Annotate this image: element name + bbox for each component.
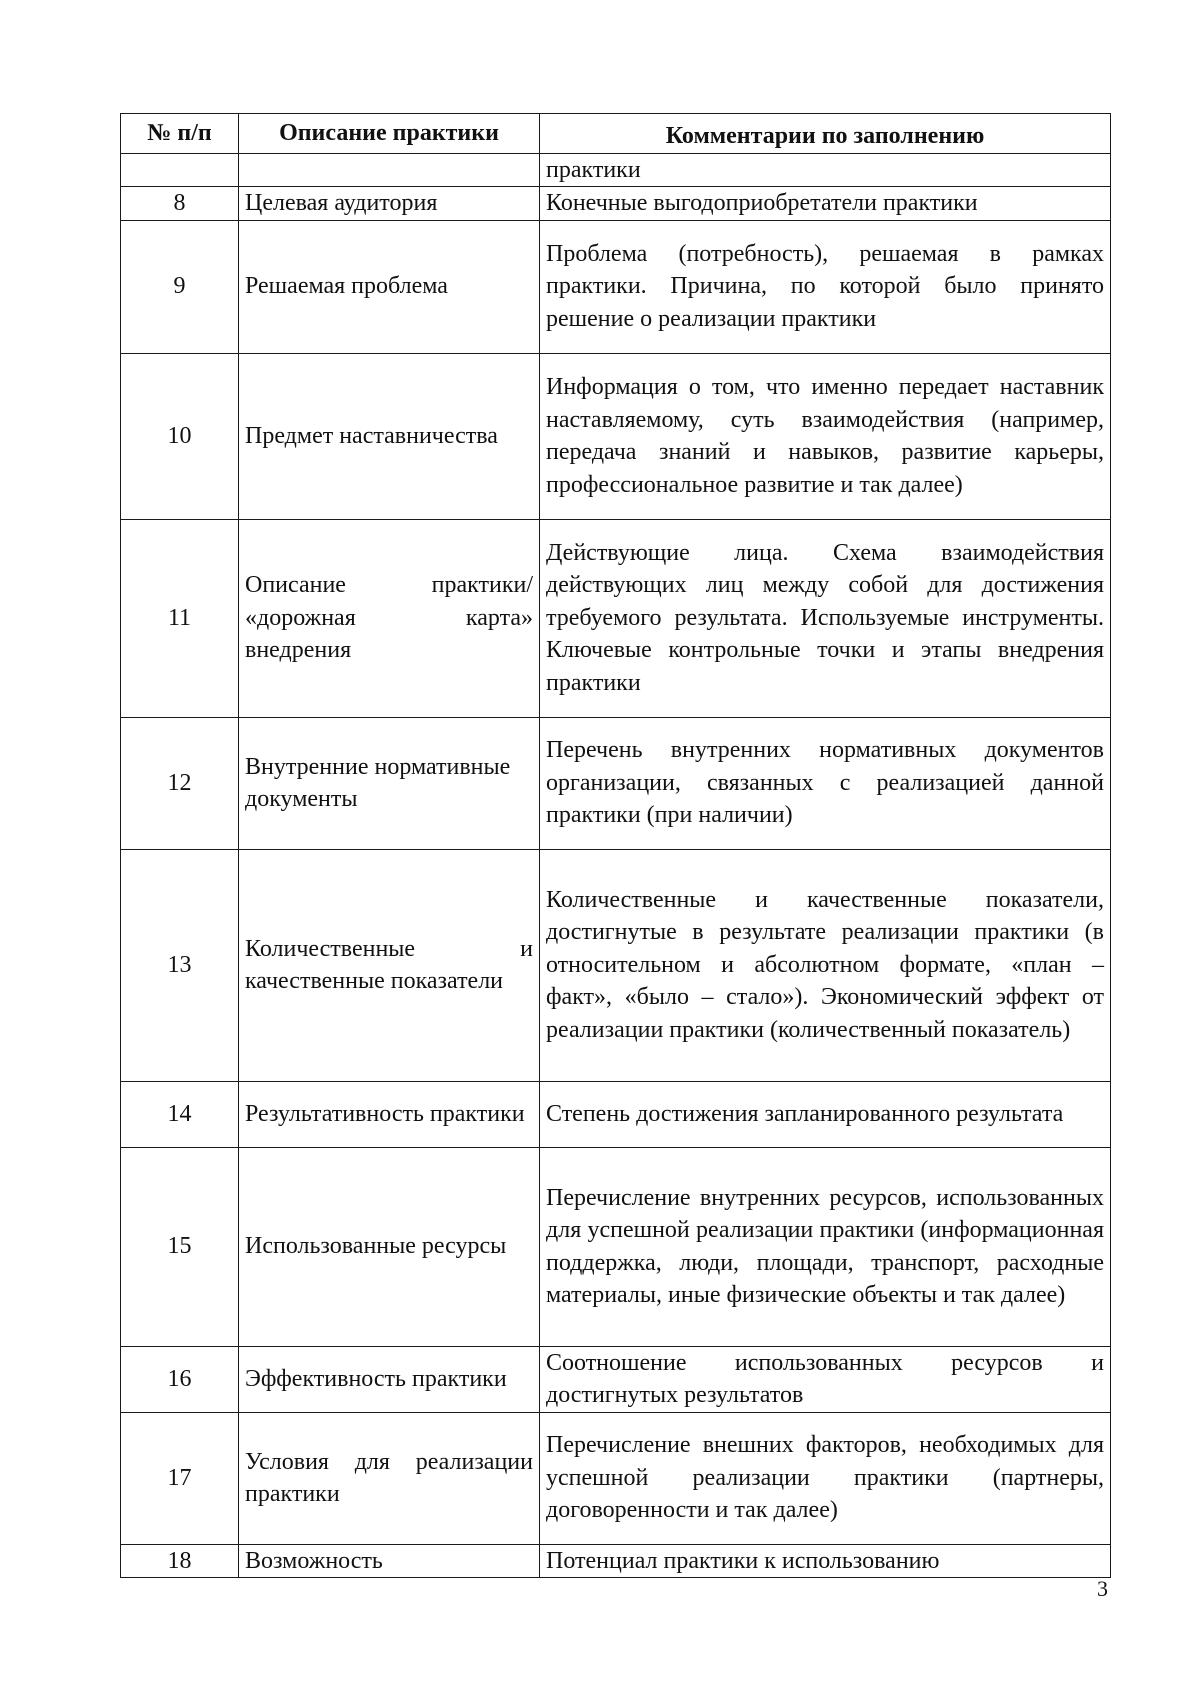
table-row	[121, 153, 1111, 187]
row-description	[239, 153, 540, 187]
row-description: Эффективность практики	[239, 1346, 540, 1412]
row-num: 14	[121, 1081, 239, 1147]
header-comments: Комментарии по заполнению	[540, 114, 1111, 154]
row-num: 8	[121, 187, 239, 221]
row-num: 13	[121, 849, 239, 1081]
row-num: 17	[121, 1412, 239, 1544]
row-description: Результативность практики	[239, 1081, 540, 1147]
table-row	[121, 1544, 1111, 1578]
row-comment: Перечень внутренних нормативных документов организации, связанных с реализацией данной практики (при наличии)	[540, 717, 1111, 849]
row-comment: Количественные и качественные показатели, достигнутые в результате реализации практики (в относительном и абсолютном формате, «план – факт», «было – стало»). Экономический эффект от реализации практики (количественный показатель)	[540, 849, 1111, 1081]
row-comment: Потенциал практики к использованию	[540, 1544, 1111, 1578]
header-num: № п/п	[121, 114, 239, 154]
page-number: 3	[1097, 1576, 1108, 1601]
row-comment: практики	[540, 153, 1111, 187]
row-description: Внутренние нормативные документы	[239, 717, 540, 849]
row-comment: Информация о том, что именно передает наставник наставляемому, суть взаимодействия (например, передача знаний и навыков, развитие карьеры, профессиональное развитие и так далее)	[540, 353, 1111, 519]
row-description: Описание практики/ «дорожная карта» внедрения	[239, 519, 540, 717]
row-num: 16	[121, 1346, 239, 1412]
row-comment: Соотношение использованных ресурсов и достигнутых результатов	[540, 1346, 1111, 1412]
row-description: Возможность	[239, 1544, 540, 1578]
row-num: 12	[121, 717, 239, 849]
row-comment: Проблема (потребность), решаемая в рамках практики. Причина, по которой было принято решение о реализации практики	[540, 220, 1111, 353]
table-row	[121, 849, 1111, 1081]
row-num: 11	[121, 519, 239, 717]
row-description: Использованные ресурсы	[239, 1147, 540, 1346]
table-row	[121, 353, 1111, 519]
row-comment: Перечисление внешних факторов, необходимых для успешной реализации практики (партнеры, договоренности и так далее)	[540, 1412, 1111, 1544]
row-comment: Перечисление внутренних ресурсов, использованных для успешной реализации практики (информационная поддержка, люди, площади, транспорт, расходные материалы, иные физические объекты и так далее)	[540, 1147, 1111, 1346]
table-row	[121, 717, 1111, 849]
row-num	[121, 153, 239, 187]
row-num: 15	[121, 1147, 239, 1346]
row-num: 10	[121, 353, 239, 519]
row-comment: Действующие лица. Схема взаимодействия действующих лиц между собой для достижения требуемого результата. Используемые инструменты. Ключевые контрольные точки и этапы внедрения практики	[540, 519, 1111, 717]
table-row	[121, 1147, 1111, 1346]
practice-description-table	[120, 113, 1111, 1578]
header-description: Описание практики	[239, 114, 540, 154]
row-num: 18	[121, 1544, 239, 1578]
table-row	[121, 187, 1111, 221]
row-description: Количественные и качественные показатели	[239, 849, 540, 1081]
row-description: Целевая аудитория	[239, 187, 540, 221]
row-comment: Конечные выгодоприобретатели практики	[540, 187, 1111, 221]
table-row	[121, 220, 1111, 353]
row-description: Решаемая проблема	[239, 220, 540, 353]
table-header-row	[121, 114, 1111, 154]
row-description: Предмет наставничества	[239, 353, 540, 519]
table-row	[121, 519, 1111, 717]
row-comment: Степень достижения запланированного результата	[540, 1081, 1111, 1147]
row-description: Условия для реализации практики	[239, 1412, 540, 1544]
table-row	[121, 1412, 1111, 1544]
row-num: 9	[121, 220, 239, 353]
table-row	[121, 1081, 1111, 1147]
table-row	[121, 1346, 1111, 1412]
